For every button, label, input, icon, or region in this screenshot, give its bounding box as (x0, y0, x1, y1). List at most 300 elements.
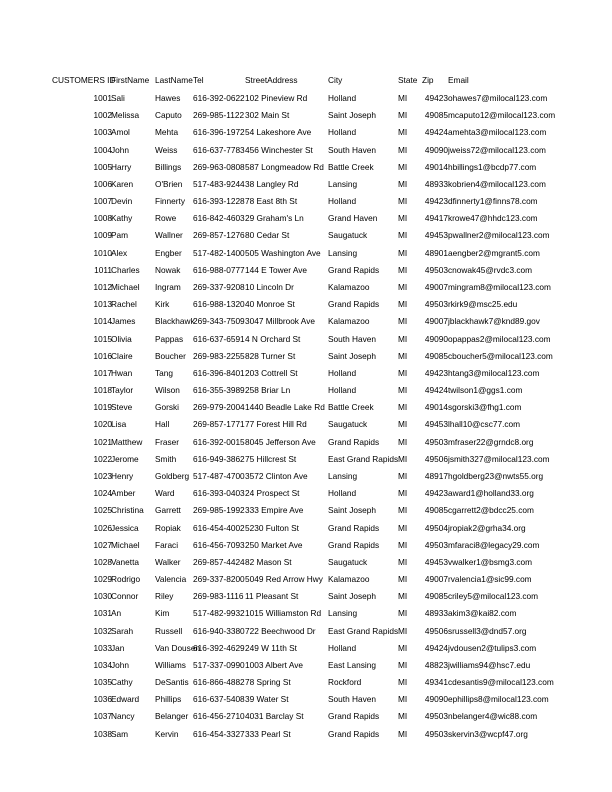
cell-first-name: Vanetta (111, 556, 139, 567)
table-row (0, 210, 612, 227)
cell-state: MI (398, 350, 408, 361)
cell-tel: 269-337-8200 (193, 574, 245, 585)
cell-email: sgorski3@fhg1.com (448, 402, 522, 413)
cell-tel: 616-988-1320 (193, 299, 245, 310)
cell-email: skervin3@wcpf47.org (448, 728, 528, 739)
table-row (0, 537, 612, 554)
cell-last-name: O'Brien (155, 178, 183, 189)
cell-email: hbillings1@bcdp77.com (448, 161, 537, 172)
cell-tel: 269-983-2255 (193, 350, 245, 361)
cell-customer-id: 1013 (93, 299, 112, 310)
cell-last-name: Riley (155, 591, 174, 602)
cell-first-name: James (111, 316, 136, 327)
cell-email: rkirk9@msc25.edu (448, 299, 518, 310)
cell-city: Lansing (328, 470, 358, 481)
cell-first-name: Charles (111, 264, 140, 275)
cell-email: ephillips8@milocal123.com (448, 694, 549, 705)
cell-email: ohawes7@milocal123.com (448, 93, 548, 103)
cell-customer-id: 1035 (93, 677, 112, 688)
cell-first-name: Michael (111, 281, 140, 292)
cell-city: Saint Joseph (328, 591, 376, 602)
cell-city: Rockford (328, 677, 362, 688)
table-row (0, 90, 612, 107)
cell-first-name: Pam (111, 230, 129, 241)
cell-tel: 616-456-7093 (193, 539, 245, 550)
cell-state: MI (398, 230, 408, 241)
cell-first-name: Harry (111, 161, 132, 172)
cell-email: krowe47@hhdc123.com (448, 213, 538, 224)
cell-tel: 269-985-1992 (193, 505, 245, 516)
cell-last-name: Ropiak (155, 522, 181, 533)
cell-zip: 48917 (424, 470, 448, 481)
cell-first-name: Jessica (111, 522, 139, 533)
cell-tel: 616-396-1972 (193, 127, 245, 138)
cell-city: Saint Joseph (328, 505, 376, 516)
cell-first-name: Sali (111, 93, 125, 103)
cell-street-address: 82 Mason St (245, 556, 292, 567)
cell-street-address: 203 Cottrell St (245, 367, 298, 378)
cell-email: akim3@kai82.com (448, 608, 517, 619)
cell-city: Holland (328, 196, 357, 207)
cell-street-address: 333 Empire Ave (245, 505, 304, 516)
cell-email: lhall10@csc77.com (448, 419, 521, 430)
cell-last-name: Weiss (155, 144, 178, 155)
cell-state: MI (398, 385, 408, 396)
cell-first-name: Connor (111, 591, 139, 602)
cell-street-address: 505 Washington Ave (245, 247, 321, 258)
cell-street-address: 722 Beechwood Dr (245, 625, 316, 636)
cell-tel: 616-454-4002 (193, 522, 245, 533)
cell-zip: 49014 (424, 161, 448, 172)
cell-tel: 616-456-2710 (193, 711, 245, 722)
table-row (0, 399, 612, 416)
cell-email: aengber2@mgrant5.com (448, 247, 540, 258)
cell-street-address: 38 Langley Rd (245, 178, 299, 189)
cell-street-address: 3572 Clinton Ave (245, 470, 308, 481)
cell-tel: 517-337-0990 (193, 659, 245, 670)
cell-street-address: 144 E Tower Ave (245, 264, 307, 275)
header-city: City (328, 75, 343, 85)
cell-first-name: Sam (111, 728, 129, 739)
cell-city: Grand Rapids (328, 728, 380, 739)
cell-state: MI (398, 470, 408, 481)
cell-state: MI (398, 677, 408, 688)
table-row (0, 726, 612, 743)
header-tel: Tel (193, 75, 204, 85)
cell-street-address: 1440 Beadle Lake Rd (245, 402, 325, 413)
cell-customer-id: 1009 (93, 230, 112, 241)
cell-first-name: John (111, 659, 129, 670)
cell-zip: 49503 (424, 299, 448, 310)
cell-first-name: Kathy (111, 213, 133, 224)
cell-customer-id: 1026 (93, 522, 112, 533)
cell-zip: 49085 (424, 505, 448, 516)
cell-first-name: Olivia (111, 333, 132, 344)
cell-street-address: 29 Graham's Ln (245, 213, 304, 224)
cell-zip: 49503 (424, 728, 448, 739)
cell-customer-id: 1005 (93, 161, 112, 172)
cell-zip: 48823 (424, 659, 448, 670)
cell-state: MI (398, 213, 408, 224)
cell-last-name: Billings (155, 161, 182, 172)
cell-street-address: 1015 Williamston Rd (245, 608, 322, 619)
cell-tel: 269-857-1276 (193, 230, 245, 241)
cell-last-name: Nowak (155, 264, 181, 275)
cell-city: Holland (328, 642, 357, 653)
cell-last-name: Fraser (155, 436, 179, 447)
table-row (0, 502, 612, 519)
cell-tel: 616-637-5408 (193, 694, 245, 705)
cell-customer-id: 1010 (93, 247, 112, 258)
cell-zip: 49007 (424, 574, 448, 585)
header-last-name: LastName (155, 75, 193, 85)
cell-first-name: Melissa (111, 110, 140, 121)
cell-zip: 49423 (424, 196, 448, 207)
cell-tel: 616-940-3380 (193, 625, 245, 636)
cell-street-address: 258 Briar Ln (245, 385, 291, 396)
cell-customer-id: 1001 (93, 93, 112, 103)
cell-state: MI (398, 711, 408, 722)
cell-customer-id: 1029 (93, 574, 112, 585)
cell-state: MI (398, 281, 408, 292)
cell-street-address: 302 Main St (245, 110, 290, 121)
cell-street-address: 456 Winchester St (245, 144, 313, 155)
cell-customer-id: 1016 (93, 350, 112, 361)
cell-state: MI (398, 419, 408, 430)
cell-zip: 49090 (424, 144, 448, 155)
cell-city: Grand Rapids (328, 436, 380, 447)
table-row (0, 159, 612, 176)
cell-zip: 49506 (424, 625, 448, 636)
table-row (0, 416, 612, 433)
cell-state: MI (398, 110, 408, 121)
cell-street-address: 4031 Barclay St (245, 711, 304, 722)
header-state: State (398, 75, 418, 85)
cell-city: Grand Rapids (328, 264, 380, 275)
cell-first-name: Karen (111, 178, 134, 189)
cell-customer-id: 1025 (93, 505, 112, 516)
cell-state: MI (398, 402, 408, 413)
cell-street-address: 5230 Fulton St (245, 522, 299, 533)
cell-customer-id: 1037 (93, 711, 112, 722)
cell-city: South Haven (328, 694, 376, 705)
cell-email: vwalker1@bsmg3.com (448, 556, 533, 567)
cell-state: MI (398, 196, 408, 207)
table-row (0, 520, 612, 537)
cell-street-address: 5049 Red Arrow Hwy (245, 574, 323, 585)
cell-tel: 616-842-4603 (193, 213, 245, 224)
cell-email: dfinnerty1@finns78.com (448, 196, 538, 207)
cell-state: MI (398, 608, 408, 619)
cell-tel: 269-343-7509 (193, 316, 245, 327)
cell-zip: 49424 (424, 642, 448, 653)
table-row (0, 571, 612, 588)
header-first-name: FirstName (111, 75, 150, 85)
cell-customer-id: 1008 (93, 213, 112, 224)
cell-last-name: Walker (155, 556, 181, 567)
cell-city: Saint Joseph (328, 110, 376, 121)
cell-zip: 49453 (424, 556, 448, 567)
table-row (0, 296, 612, 313)
cell-first-name: Nancy (111, 711, 135, 722)
cell-state: MI (398, 264, 408, 275)
cell-email: mcaputo12@milocal123.com (448, 110, 556, 121)
cell-zip: 49085 (424, 591, 448, 602)
cell-tel: 616-355-3989 (193, 385, 245, 396)
cell-zip: 49423 (424, 488, 448, 499)
cell-last-name: Kervin (155, 728, 179, 739)
table-row (0, 176, 612, 193)
cell-first-name: Rodrigo (111, 574, 141, 585)
cell-zip: 49503 (424, 436, 448, 447)
cell-last-name: Ingram (155, 281, 181, 292)
cell-email: jsmith327@milocal123.com (448, 453, 550, 464)
header-email: Email (448, 75, 469, 85)
cell-street-address: 3047 Millbrook Ave (245, 316, 315, 327)
cell-first-name: Christina (111, 505, 144, 516)
cell-city: Kalamazoo (328, 281, 370, 292)
cell-customer-id: 1007 (93, 196, 112, 207)
cell-zip: 49085 (424, 110, 448, 121)
cell-state: MI (398, 367, 408, 378)
cell-street-address: 24 Prospect St (245, 488, 300, 499)
cell-last-name: DeSantis (155, 677, 189, 688)
cell-tel: 269-337-9208 (193, 281, 245, 292)
cell-city: East Grand Rapids (328, 453, 399, 464)
cell-state: MI (398, 694, 408, 705)
header-row (0, 72, 612, 89)
cell-last-name: Faraci (155, 539, 179, 550)
cell-city: Grand Haven (328, 213, 378, 224)
cell-first-name: Amber (111, 488, 136, 499)
table-row (0, 451, 612, 468)
cell-tel: 616-393-0403 (193, 488, 245, 499)
cell-street-address: 77 Forest Hill Rd (245, 419, 307, 430)
cell-last-name: Blackhawk (155, 316, 195, 327)
cell-email: srussell3@dnd57.org (448, 625, 527, 636)
cell-state: MI (398, 556, 408, 567)
cell-last-name: Valencia (155, 574, 187, 585)
cell-email: jropiak2@grha34.org (448, 522, 526, 533)
cell-city: Saugatuck (328, 556, 368, 567)
table-row (0, 245, 612, 262)
cell-state: MI (398, 625, 408, 636)
cell-state: MI (398, 453, 408, 464)
cell-street-address: 250 Market Ave (245, 539, 303, 550)
cell-customer-id: 1036 (93, 694, 112, 705)
cell-tel: 517-482-1400 (193, 247, 245, 258)
cell-email: rvalencia1@sic99.com (448, 574, 532, 585)
cell-state: MI (398, 178, 408, 189)
cell-city: Battle Creek (328, 402, 374, 413)
table-row (0, 227, 612, 244)
cell-zip: 49504 (424, 522, 448, 533)
cell-email: cgarrett2@bdcc25.com (448, 505, 534, 516)
cell-city: Saint Joseph (328, 350, 376, 361)
cell-last-name: Wallner (155, 230, 183, 241)
cell-city: East Grand Rapids (328, 625, 399, 636)
table-row (0, 623, 612, 640)
cell-last-name: Mehta (155, 127, 179, 138)
cell-last-name: Smith (155, 453, 177, 464)
cell-tel: 616-949-3862 (193, 453, 245, 464)
cell-customer-id: 1006 (93, 178, 112, 189)
cell-first-name: John (111, 144, 129, 155)
cell-tel: 616-988-0777 (193, 264, 245, 275)
cell-email: mfraser22@grndc8.org (448, 436, 534, 447)
cell-street-address: 80 Cedar St (245, 230, 290, 241)
cell-tel: 269-857-4424 (193, 556, 245, 567)
cell-tel: 269-963-0808 (193, 161, 245, 172)
cell-last-name: Kim (155, 608, 170, 619)
cell-street-address: 40 Monroe St (245, 299, 295, 310)
cell-tel: 616-637-6591 (193, 333, 245, 344)
table-row (0, 434, 612, 451)
header-id: CUSTOMERS ID (52, 75, 116, 85)
cell-email: pwallner2@milocal123.com (448, 230, 550, 241)
cell-last-name: Gorski (155, 402, 179, 413)
cell-last-name: Boucher (155, 350, 186, 361)
cell-customer-id: 1031 (93, 608, 112, 619)
cell-email: hgoldberg23@nwts55.org (448, 470, 544, 481)
cell-email: jweiss72@milocal123.com (448, 144, 546, 155)
cell-email: award1@holland33.org (448, 488, 534, 499)
cell-customer-id: 1012 (93, 281, 112, 292)
cell-email: jwilliams94@hsc7.edu (448, 659, 531, 670)
cell-email: htang3@milocal123.com (448, 367, 540, 378)
cell-street-address: 4 N Orchard St (245, 333, 301, 344)
cell-street-address: 1003 Albert Ave (245, 659, 303, 670)
cell-email: mingram8@milocal123.com (448, 281, 551, 292)
cell-street-address: 54 Lakeshore Ave (245, 127, 312, 138)
cell-city: Saugatuck (328, 230, 368, 241)
table-row (0, 348, 612, 365)
cell-street-address: 249 W 11th St (245, 642, 297, 653)
cell-zip: 49453 (424, 419, 448, 430)
cell-city: Grand Rapids (328, 711, 380, 722)
cell-city: Holland (328, 385, 357, 396)
cell-customer-id: 1028 (93, 556, 112, 567)
cell-street-address: 333 Pearl St (245, 728, 291, 739)
cell-last-name: Ward (155, 488, 175, 499)
cell-last-name: Hawes (155, 93, 181, 103)
cell-first-name: Lisa (111, 419, 127, 430)
cell-last-name: Russell (155, 625, 183, 636)
cell-city: Kalamazoo (328, 574, 370, 585)
cell-state: MI (398, 505, 408, 516)
cell-state: MI (398, 591, 408, 602)
cell-email: amehta3@milocal123.com (448, 127, 547, 138)
table-row (0, 657, 612, 674)
cell-first-name: Michael (111, 539, 140, 550)
cell-tel: 616-392-0622 (193, 93, 245, 103)
cell-last-name: Engber (155, 247, 182, 258)
cell-email: mfaraci8@legacy29.com (448, 539, 540, 550)
cell-tel: 616-393-1228 (193, 196, 245, 207)
table-row (0, 142, 612, 159)
cell-customer-id: 1018 (93, 385, 112, 396)
cell-last-name: Garrett (155, 505, 181, 516)
cell-zip: 49424 (424, 385, 448, 396)
cell-last-name: Williams (155, 659, 186, 670)
cell-city: Holland (328, 488, 357, 499)
cell-customer-id: 1032 (93, 625, 112, 636)
cell-city: Grand Rapids (328, 522, 380, 533)
cell-street-address: 39 Water St (245, 694, 289, 705)
cell-city: Lansing (328, 608, 358, 619)
cell-tel: 269-983-1116 (193, 591, 244, 602)
cell-state: MI (398, 728, 408, 739)
cell-last-name: Tang (155, 367, 173, 378)
table-row (0, 605, 612, 622)
cell-zip: 49090 (424, 694, 448, 705)
cell-state: MI (398, 642, 408, 653)
cell-first-name: An (111, 608, 122, 619)
table-row (0, 382, 612, 399)
cell-state: MI (398, 574, 408, 585)
table-row (0, 588, 612, 605)
header-street: StreetAddress (245, 75, 298, 85)
cell-email: jblackhawk7@knd89.gov (448, 316, 540, 327)
cell-tel: 616-637-7783 (193, 144, 245, 155)
table-row (0, 262, 612, 279)
cell-customer-id: 1038 (93, 728, 112, 739)
cell-first-name: Hwan (111, 367, 133, 378)
cell-last-name: Goldberg (155, 470, 190, 481)
cell-zip: 49007 (424, 281, 448, 292)
cell-customer-id: 1002 (93, 110, 112, 121)
cell-state: MI (398, 333, 408, 344)
table-row (0, 313, 612, 330)
cell-street-address: 102 Pineview Rd (245, 93, 308, 103)
cell-email: kobrien4@milocal123.com (448, 178, 546, 189)
cell-tel: 269-979-2004 (193, 402, 245, 413)
cell-tel: 517-487-4700 (193, 470, 245, 481)
cell-tel: 269-985-1122 (193, 110, 245, 121)
cell-first-name: Matthew (111, 436, 143, 447)
cell-last-name: Kirk (155, 299, 170, 310)
cell-customer-id: 1022 (93, 453, 112, 464)
cell-first-name: Cathy (111, 677, 133, 688)
cell-zip: 49417 (424, 213, 448, 224)
cell-first-name: Claire (111, 350, 133, 361)
cell-email: cnowak45@rvdc3.com (448, 264, 533, 275)
cell-last-name: Finnerty (155, 196, 185, 207)
cell-first-name: Devin (111, 196, 133, 207)
cell-tel: 269-857-1771 (193, 419, 245, 430)
cell-state: MI (398, 659, 408, 670)
cell-last-name: Hall (155, 419, 170, 430)
cell-email: twilson1@ggs1.com (448, 385, 523, 396)
cell-zip: 49424 (424, 127, 448, 138)
cell-first-name: Rachel (111, 299, 137, 310)
cell-tel: 616-392-4629 (193, 642, 245, 653)
cell-zip: 49423 (424, 367, 448, 378)
cell-city: Battle Creek (328, 161, 374, 172)
cell-email: opappas2@milocal123.com (448, 333, 551, 344)
cell-street-address: 78 East 8th St (245, 196, 298, 207)
cell-street-address: 8045 Jefferson Ave (245, 436, 316, 447)
cell-city: Holland (328, 93, 357, 103)
table-row (0, 365, 612, 382)
cell-last-name: Van Dousen (155, 642, 201, 653)
cell-state: MI (398, 93, 408, 103)
cell-city: East Lansing (328, 659, 376, 670)
table-row (0, 107, 612, 124)
cell-customer-id: 1014 (93, 316, 112, 327)
cell-state: MI (398, 539, 408, 550)
table-row (0, 640, 612, 657)
